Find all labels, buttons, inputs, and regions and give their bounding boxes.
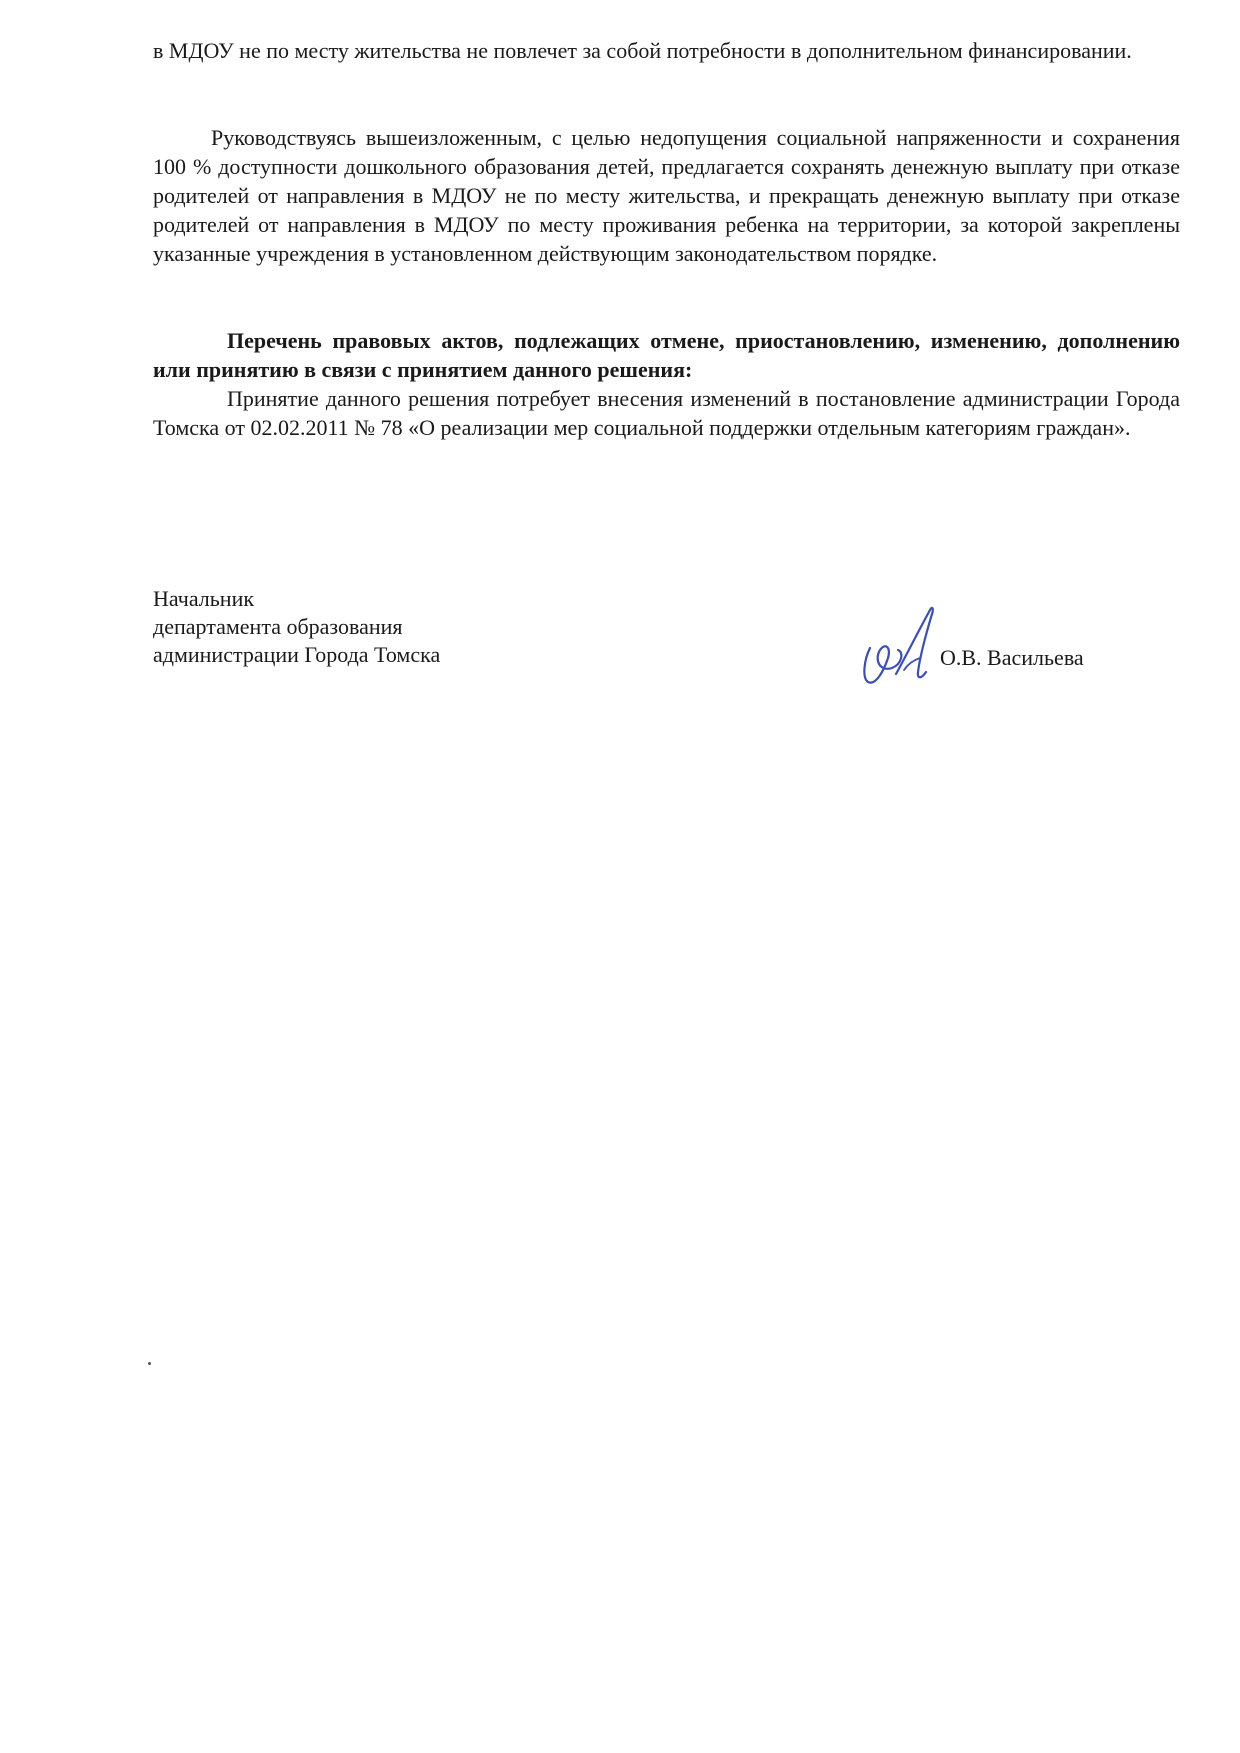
signatory-title-line-2: департамента образования (153, 614, 403, 639)
signatory-name: О.В. Васильева (940, 645, 1084, 670)
paragraph-continuation: в МДОУ не по месту жительства не повлечет за собой потребности в дополнительном финансировании. (153, 38, 1132, 63)
scan-artifact-dot (148, 1362, 151, 1365)
legal-acts-heading: Перечень правовых актов, подлежащих отмене, приостановлению, изменению, дополнению или принятию в связи с принятием данного решения: (153, 328, 1180, 382)
signatory-title-line-3: администрации Города Томска (153, 642, 441, 667)
signatory-title-block (153, 585, 440, 669)
paragraph-proposal: Руководствуясь вышеизложенным, с целью недопущения социальной напряженности и сохранения 100 % доступности дошкольного образования детей, предлагается сохранять денежную выплату при отказе родителей от направления в МДОУ не по месту жительства, и прекращать денежную выплату при отказе родителей от направления в МДОУ по месту проживания ребенка на территории, за которой закреплены указанные учреждения в установленном действующим законодательством порядке. (153, 125, 1180, 266)
signatory-title-line-1: Начальник (153, 586, 255, 611)
paragraph-legal-changes: Принятие данного решения потребует внесения изменений в постановление администрации Города Томска от 02.02.2011 № 78 «О реализации мер социальной поддержки отдельным категориям граждан». (153, 386, 1180, 440)
